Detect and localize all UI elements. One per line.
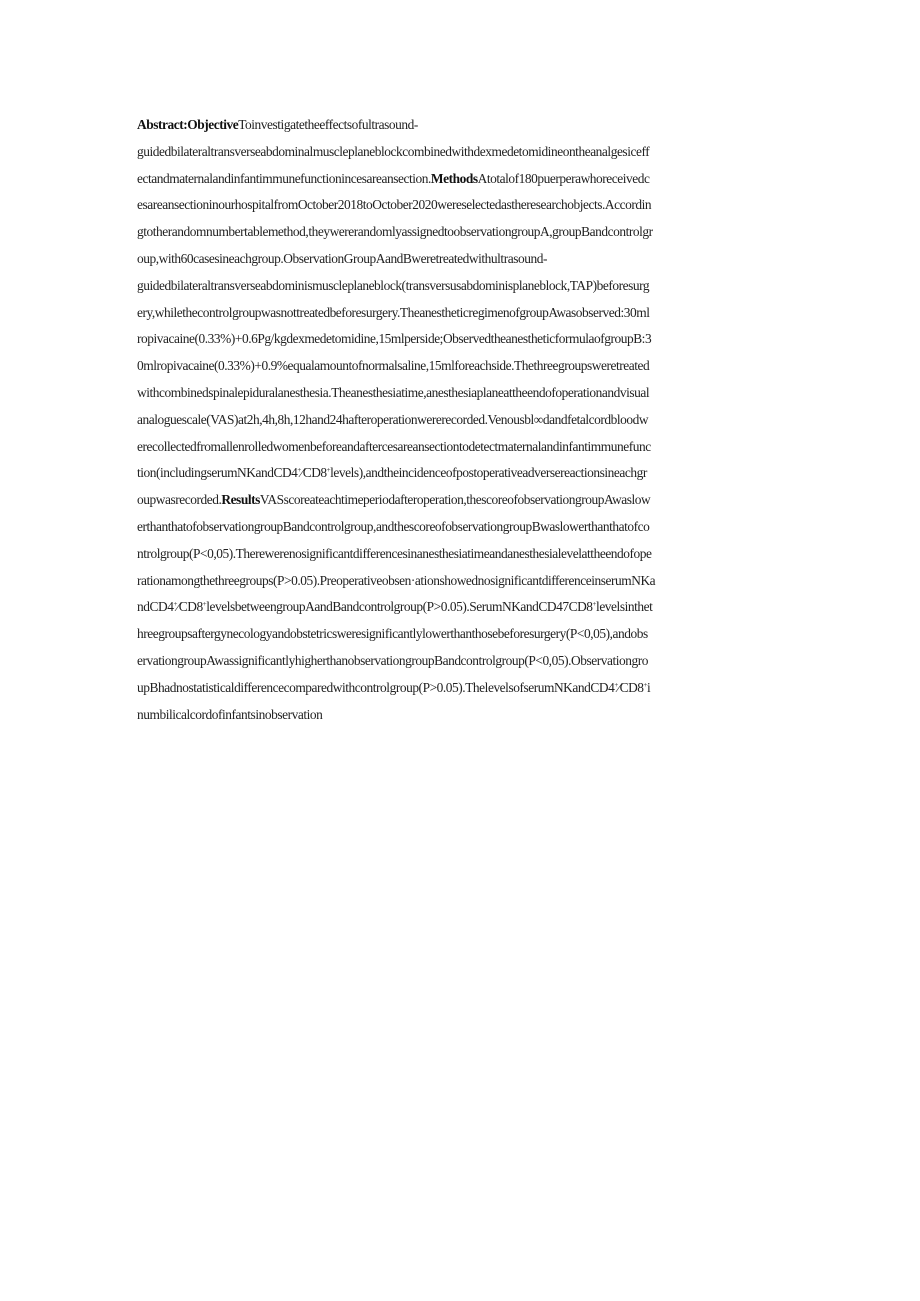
abstract-line [137, 407, 785, 434]
abstract-text-run: guidedbilateraltransverseabdominismuscleplaneblock(transversusabdominisplaneblock,TAP)beforesurg [137, 277, 650, 293]
abstract-line [137, 326, 785, 353]
superscript: + [326, 466, 331, 475]
abstract-text-run: ery,whilethecontrolgroupwasnottreatedbeforesurgery.TheanestheticregimenofgroupAwasobserved:30ml [137, 304, 650, 320]
abstract-text-run: ⁄CD8 [300, 465, 327, 481]
section-heading: Objective [187, 117, 239, 132]
abstract-line [137, 219, 785, 246]
abstract-line [137, 353, 785, 380]
abstract-text-run: levelsbetweengroupAandBandcontrolgroup(P>0.05).SerumNKandCD47CD8 [206, 599, 593, 615]
abstract-text-run: oupwasrecorded. [137, 492, 222, 508]
abstract-text-run: ervationgroupAwassignificantlyhigherthanobservationgroupBandcontrolgroup(P<0,05).Observationgro [137, 652, 648, 668]
abstract-text-run: ndCD4 [137, 599, 174, 615]
abstract-text-run: levels),andtheincidenceofpostoperativeadversereactionsineachgr [330, 465, 647, 481]
section-heading: Methods [430, 170, 478, 186]
abstract-text-run: VASscoreateachtimeperiodafteroperation,thescoreofobservationgroupAwaslow [259, 492, 651, 508]
abstract-text-run: ectandmaternalandinfantimmunefunctionincesareansection. [137, 170, 431, 186]
abstract-line [137, 648, 785, 675]
abstract-text-run: ropivacaine(0.33%)+0.6Pg/kgdexmedetomidine,15mlperside;ObservedtheanestheticformulaofgroupB:3 [137, 331, 652, 347]
abstract-text-run: esareansectioninourhospitalfromOctober2018toOctober2020wereselectedastheresearchobjects.Accordin [137, 197, 652, 213]
abstract-line [137, 487, 785, 514]
abstract-line [137, 192, 785, 219]
abstract-line [137, 702, 785, 729]
abstract-line [137, 380, 785, 407]
abstract-line [137, 300, 785, 327]
abstract-line [137, 434, 785, 461]
abstract-line [137, 568, 785, 595]
abstract-line [137, 621, 785, 648]
abstract-text-run: 0mlropivacaine(0.33%)+0.9%equalamountofnormalsaline,15mlforeachside.Thethreegroupsweretreated [137, 358, 650, 374]
abstract-text-run: levelsinthet [596, 599, 653, 615]
abstract-text-run: oup,with60casesineachgroup.ObservationGroupAandBweretreatedwithultrasound- [137, 250, 547, 266]
abstract-text-run: ntrolgroup(P<0,05).Therewerenosignificantdifferencesinanesthesiatimeandanesthesialevelattheendofope [137, 545, 652, 561]
abstract-text-run: analoguescale(VAS)at2h,4h,8h,12hand24hafteroperationwererecorded.Venousbl∞dandfetalcordbloodw [137, 411, 649, 427]
abstract-line [137, 541, 785, 568]
abstract-text-run: Toinvestigatetheeffectsofultrasound- [238, 117, 418, 132]
abstract-text-run: Atotalof180puerperawhoreceivedc [477, 170, 650, 186]
abstract-text-run: guidedbilateraltransverseabdominalmuscleplaneblockcombinedwithdexmedetomidineontheanalgesiceff [137, 143, 650, 159]
superscript: + [592, 600, 597, 609]
abstract-line [137, 594, 785, 621]
abstract-text-run: i [647, 679, 651, 695]
abstract-text-run: gtotherandomnumbertablemethod,theywererandomlyassignedtoobservationgroupA,groupBandcontrolgr [137, 224, 653, 240]
superscript: + [643, 680, 648, 689]
abstract-text-run: rationamongthethreegroups(P>0.05).Preoperativeobsen·ationshowednosignificantdifferenceinserumNKa [137, 572, 656, 588]
abstract-text-run: withcombinedspinalepiduralanesthesia.Theanesthesiatime,anesthesiaplaneattheendofoperationandvisual [137, 384, 650, 400]
abstract-text-run: tion(includingserumNKandCD4 [137, 465, 298, 481]
abstract-text-run: erthanthatofobservationgroupBandcontrolgroup,andthescoreofobservationgroupBwaslowerthanthatofco [137, 518, 650, 534]
abstract-text-run: erecollectedfromallenrolledwomenbeforeandaftercesareansectiontodetectmaternalandinfantimmunefunc [137, 438, 651, 454]
abstract-line [137, 273, 785, 300]
abstract-text-run: upBhadnostatisticaldifferencecomparedwithcontrolgroup(P>0.05).ThelevelsofserumNKandCD4 [137, 679, 615, 695]
abstract-line [137, 139, 785, 166]
abstract-line [137, 246, 785, 273]
abstract-line [137, 112, 785, 139]
section-heading: Results [221, 492, 260, 508]
abstract-text-run: ⁄CD8 [617, 679, 644, 695]
superscript: + [297, 466, 301, 475]
abstract-text-run: numbilicalcordofinfantsinobservation [137, 706, 323, 722]
superscript: + [614, 680, 618, 689]
abstract-text-run: hreegroupsaftergynecologyandobstetricsweresignificantlylowerthanthosebeforesurgery(P<0,05),andobs [137, 626, 648, 642]
section-heading: Abstract: [137, 117, 188, 132]
abstract-text [137, 112, 785, 728]
superscript: + [202, 600, 207, 609]
abstract-text-run: ⁄CD8 [176, 599, 203, 615]
abstract-line [137, 166, 785, 193]
abstract-line [137, 514, 785, 541]
abstract-line [137, 675, 785, 702]
superscript: + [173, 600, 177, 609]
abstract-line [137, 460, 785, 487]
